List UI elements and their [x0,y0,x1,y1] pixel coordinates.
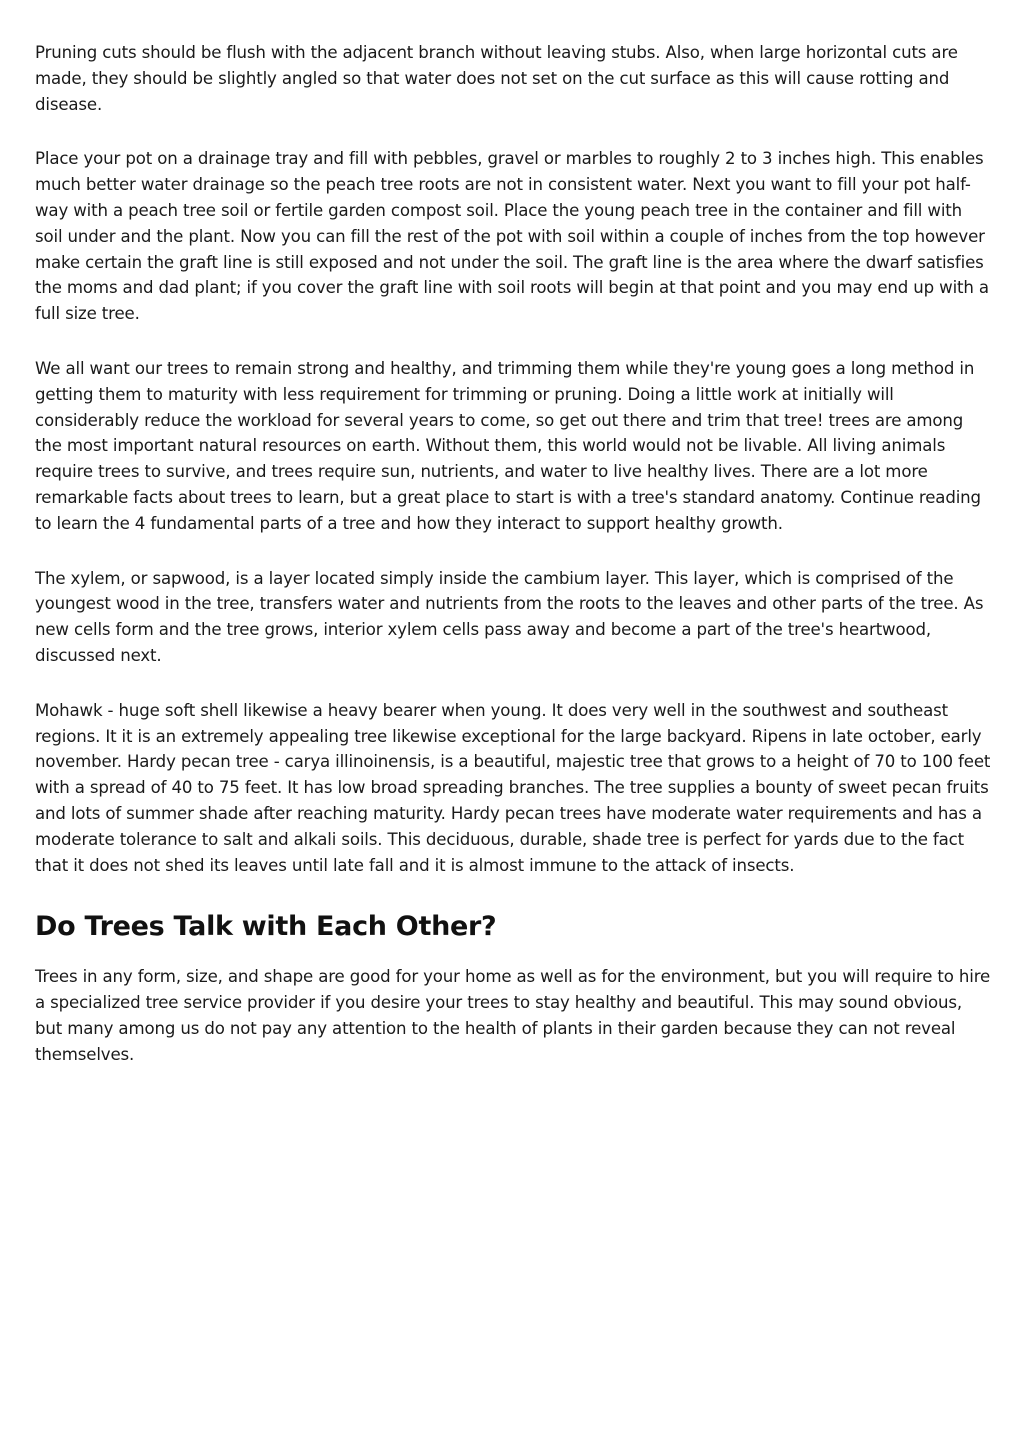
paragraph-mohawk-pecan: Mohawk - huge soft shell likewise a heavy bearer when young. It does very well in the southwest and southeast regions. It it is an extremely appealing tree likewise exceptional for the large backyard. Ripens in late october, early november. Hardy pecan tree - carya illinoinensis, is a beautiful, majestic tree that grows to a height of 70 to 100 feet with a spread of 40 to 75 feet. It has low broad spreading branches. The tree supplies a bounty of sweet pecan fruits and lots of summer shade after reaching maturity. Hardy pecan trees have moderate water requirements and has a moderate tolerance to salt and alkali soils. This deciduous, durable, shade tree is perfect for yards due to the fact that it does not shed its leaves until late fall and it is almost immune to the attack of insects. [35,700,991,875]
paragraph-drainage-tray: Place your pot on a drainage tray and fill with pebbles, gravel or marbles to roughly 2 to 3 inches high. This enables much better water drainage so the peach tree roots are not in consistent water. Next you want to fill your pot half-way with a peach tree soil or fertile garden compost soil. Place the young peach tree in the container and fill with soil under and the plant. Now you can fill the rest of the pot with soil within a couple of inches from the top however make certain the graft line is still exposed and not under the soil. The graft line is the area where the dwarf satisfies the moms and dad plant; if you cover the graft line with soil roots will begin at that point and you may end up with a full size tree. [35,149,989,324]
paragraph-pruning-cuts: Pruning cuts should be flush with the adjacent branch without leaving stubs. Also, when large horizontal cuts are made, they should be slightly angled so that water does not set on the cut surface as this will cause rotting and disease. [35,43,958,114]
paragraph-xylem: The xylem, or sapwood, is a layer located simply inside the cambium layer. This layer, which is comprised of the youngest wood in the tree, transfers water and nutrients from the roots to the leaves and other parts of the tree. As new cells form and the tree grows, interior xylem cells pass away and become a part of the tree's heartwood, discussed next. [35,568,984,665]
document-page [35,40,993,1097]
section-heading: Do Trees Talk with Each Other? [35,911,497,943]
paragraph-healthy-trees: We all want our trees to remain strong and healthy, and trimming them while they're young goes a long method in getting them to maturity with less requirement for trimming or pruning. Doing a little work at initially will considerably reduce the workload for several years to come, so get out there and trim that tree! trees are among the most important natural resources on earth. Without them, this world would not be livable. All living animals require trees to survive, and trees require sun, nutrients, and water to live healthy lives. There are a lot more remarkable facts about trees to learn, but a great place to start is with a tree's standard anatomy. Continue reading to learn the 4 fundamental parts of a tree and how they interact to support healthy growth. [35,358,981,533]
paragraph-tree-service: Trees in any form, size, and shape are good for your home as well as for the environment, but you will require to hire a specialized tree service provider if you desire your trees to stay healthy and beautiful. This may sound obvious, but many among us do not pay any attention to the health of plants in their garden because they can not reveal themselves. [35,967,991,1064]
